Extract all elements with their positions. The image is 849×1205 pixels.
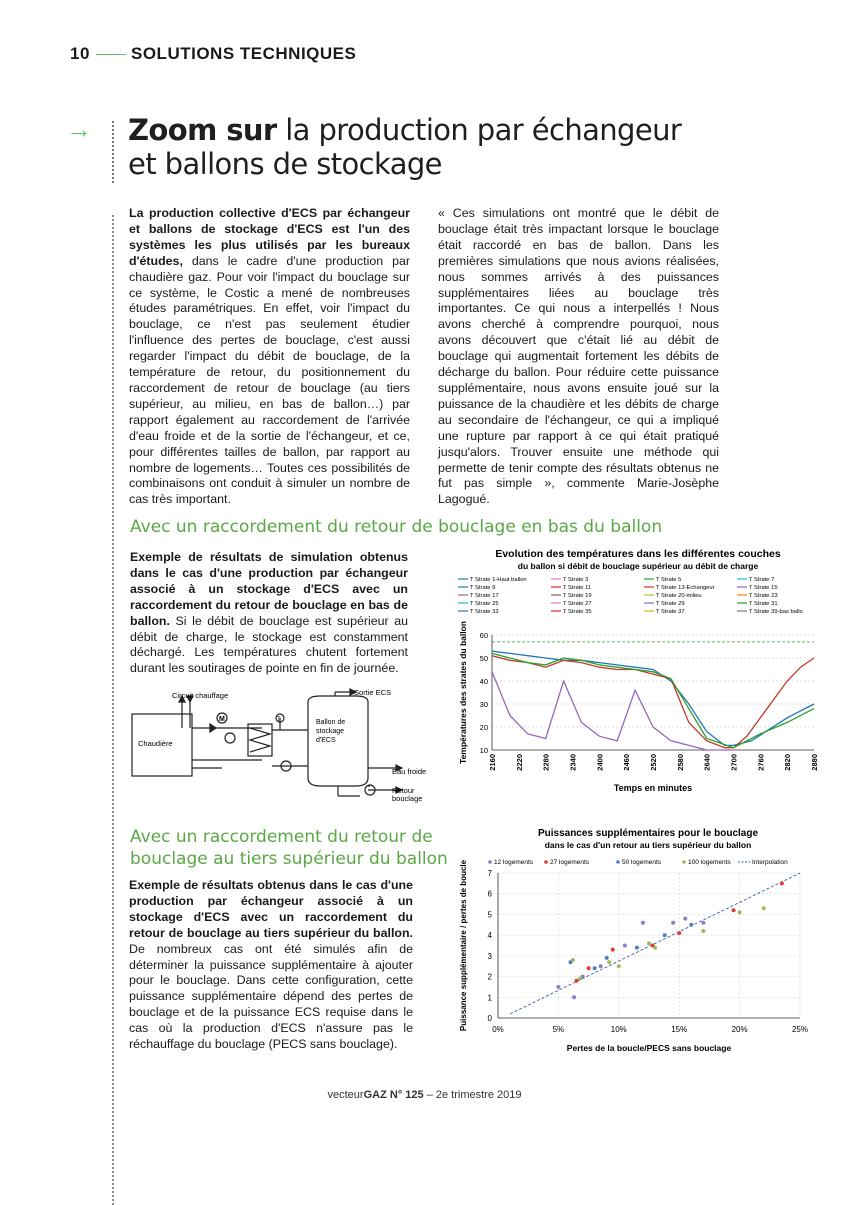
- quote-paragraph: « Ces simulations ont montré que le débit de bouclage était très impactant lorsque le bouclage était raccordé en bas de ballon. Dans les premières simulations que nous avions réalisées, nous sommes arrivés à des puissances supplémentaires liées au bouclage très importantes. Ce qui nous a interpellés ! Nous avons cherché à comprendre pourquoi, nous avons découvert que c'était lié au débit de bouclage qui augmentait fortement les débits de décharge du ballon. Pour réduire cette puissance supplémentaire, nous avons ensuite joué sur la puissance de la chaudière et les débits de charge au secondaire de l'échangeur, ce qui a impliqué une rupture par rapport à ce qui était pratiqué jusqu'alors. Trouver ensuite une méthode qui permette de tenir compte des résultats obtenus ne fut pas simple », commente Marie-Josèphe Lagogué.: [438, 206, 719, 507]
- chart2-point: [677, 931, 681, 935]
- power-scatter-chart: [452, 825, 824, 1065]
- label-eau-froide: Eau froide: [392, 767, 427, 776]
- chart2-interpolation-line: [510, 873, 800, 1014]
- intro-text: dans le cadre d'une production par chaudière gaz. Pour voir l'impact du bouclage sur ce système, le Costic a mené de nombreuses études paramétriques. En effet, voir l'impact du bouclage, ce n'est pas seulement étudier l'influence des pertes de bouclage, c'est aussi regarder l'impact du débit de bouclage, de la température de retour, du positionnement du raccordement de retour de bouclage (au tiers supérieur, au milieu, en bas de ballon…) par rapport également au raccordement de l'arrivée d'eau froide et de la sortie de l'échangeur, et ce, pour différentes tailles de ballon, par rapport au nombre de logements… Toutes ces possibilités de combinaisons ont conduit à simuler un nombre de cas très important.: [129, 253, 410, 507]
- chart2-subtitle: dans le cas d'un retour au tiers supérieur du ballon: [544, 840, 752, 850]
- chart1-legend-label: T Strate 13-Echangeur: [656, 585, 715, 591]
- intro-paragraph: [129, 206, 410, 508]
- article-title: [128, 113, 688, 181]
- chart1-legend-label: T Strate 9: [470, 585, 496, 591]
- chart1-xtick: 2880: [810, 754, 819, 771]
- chart1-xtick: 2520: [649, 754, 658, 771]
- label-sortie: Sortie ECS: [354, 688, 392, 697]
- column-divider: [112, 215, 114, 1205]
- chart2-point: [689, 923, 693, 927]
- chart2-point: [701, 921, 705, 925]
- chart2-xtick: 5%: [552, 1025, 565, 1034]
- chart2-point: [617, 964, 621, 968]
- chart2-ytick: 3: [487, 951, 492, 961]
- chart2-point: [607, 960, 611, 964]
- chart2-point: [572, 995, 576, 999]
- chart2-xtick: 20%: [731, 1025, 748, 1034]
- label-ballon-3: d'ECS: [316, 737, 336, 744]
- chart2-ytick: 7: [487, 869, 492, 878]
- chart1-legend-label: T Strate 7: [749, 577, 775, 583]
- chart2-point: [635, 946, 639, 950]
- chart1-ytick: 60: [479, 631, 488, 640]
- label-circuit: Circuit chauffage: [172, 691, 229, 700]
- chart2-point: [663, 933, 667, 937]
- label-ballon-1: Ballon de: [316, 719, 346, 726]
- footer-brand-a: vecteur: [327, 1089, 364, 1101]
- label-retour-1: Retour: [392, 786, 415, 795]
- chart2-point: [578, 977, 582, 981]
- chart2-point: [587, 966, 591, 970]
- chart2-legend-label: 50 logements: [622, 859, 662, 866]
- chart2-point: [762, 906, 766, 910]
- chart2-ytick: 0: [487, 1014, 492, 1023]
- section2-heading-l2: bouclage au tiers supérieur du ballon: [130, 849, 448, 869]
- chart1-ytick: 50: [479, 654, 488, 663]
- system-diagram: [130, 688, 430, 803]
- page-number: 10: [70, 44, 90, 63]
- header-rule: [96, 54, 126, 55]
- chart1-legend-label: T Strate 27: [563, 601, 592, 607]
- footer-brand-b: GAZ: [363, 1089, 387, 1101]
- chart1-xtick: 2820: [783, 754, 793, 771]
- chart1-xtick: 2400: [595, 754, 605, 771]
- chart2-legend-label: 12 logements: [494, 859, 534, 866]
- section1-heading: Avec un raccordement du retour de bouclage en bas du ballon: [130, 517, 663, 537]
- chart2-ylabel: Puissance supplémentaire / pertes de boucle: [459, 859, 468, 1032]
- chart2-ytick: 2: [487, 972, 492, 982]
- chart1-ytick: 20: [479, 723, 488, 732]
- chart2-legend-marker: [616, 860, 620, 864]
- chart1-legend-label: T Strate 11: [563, 585, 592, 591]
- chart2-xtick: 0%: [492, 1025, 504, 1034]
- label-ballon-2: stockage: [316, 728, 345, 735]
- chart2-legend-label: 100 logements: [688, 859, 731, 866]
- title-divider: [112, 121, 114, 183]
- chart1-xtick: 2220: [514, 754, 524, 771]
- chart2-xtick: 10%: [610, 1025, 627, 1034]
- chart2-ytick: 4: [487, 931, 492, 941]
- chart2-ytick: 1: [487, 993, 492, 1003]
- chart1-series-line: [492, 653, 814, 747]
- arrow-icon: →: [66, 114, 92, 144]
- section2-lead: Exemple de résultats obtenus dans le cas d'une production par échangeur associé à un stockage d'ECS avec un raccordement du retour de bouclage au tiers supérieur du ballon.: [129, 878, 413, 940]
- chart2-point: [611, 948, 615, 952]
- chart2-point: [780, 881, 784, 885]
- intro-lead: La production collective d'ECS par échangeur et ballons de stockage d'ECS est l'un des systèmes les plus utilisés par les bureaux d'études,: [129, 206, 410, 268]
- chart1-legend-label: T Strate 35: [563, 609, 592, 615]
- chart2-legend-marker: [488, 860, 492, 864]
- chart2-point: [732, 908, 736, 912]
- chart1-subtitle: du ballon si débit de bouclage supérieur au débit de charge: [517, 561, 759, 571]
- section1-lead: Exemple de résultats de simulation obtenus dans le cas d'une production par échangeur associé à un stockage d'ECS avec un raccordement du retour de bouclage en bas de ballon.: [130, 550, 408, 628]
- chart2-xtick: 15%: [671, 1025, 688, 1034]
- chart2-legend-marker: [682, 860, 686, 864]
- chart2-title: Puissances supplémentaires pour le bouclage: [537, 828, 759, 839]
- section2-text: De nombreux cas ont été simulés afin de déterminer la puissance supplémentaire à ajouter pour le bouclage. Dans cette configuration, cette puissance supplémentaire dépend des pertes de bouclage et de la puissance ECS requise dans le cas où la production d'ECS n'assure pas le réchauffage du bouclage (PECS sans bouclage).: [129, 941, 413, 1052]
- chart1-ytick: 30: [479, 700, 488, 709]
- chart2-legend-label: 27 logements: [550, 859, 590, 866]
- chart2-point: [575, 979, 579, 983]
- label-m: M: [219, 716, 225, 723]
- title-bold: Zoom sur: [128, 113, 277, 147]
- chart2-legend-label: Interpolation: [752, 859, 788, 866]
- chart1-legend-label: T Strate 20-milieu: [656, 593, 702, 599]
- label-chaudiere: Chaudière: [138, 739, 173, 748]
- section1-paragraph: [130, 550, 408, 677]
- chart1-xtick: 2700: [729, 754, 739, 771]
- chart1-xtick: 2460: [622, 754, 632, 771]
- chart1-ytick: 10: [479, 746, 488, 755]
- chart1-series-line: [492, 672, 734, 750]
- chart1-xtick: 2340: [568, 754, 578, 771]
- pump-1: [225, 733, 235, 743]
- chart1-legend-label: T Strate 23: [749, 593, 778, 599]
- chart1-ylabel: Températures des strates du ballon: [458, 621, 468, 764]
- temperature-chart: [452, 545, 824, 795]
- section2-heading-l1: Avec un raccordement du retour de: [130, 827, 433, 847]
- chart1-legend-label: T Strate 37: [656, 609, 685, 615]
- title-rest: la production par échangeur: [276, 113, 682, 147]
- chart2-point: [683, 917, 687, 921]
- chart2-point: [605, 956, 609, 960]
- chart1-legend-label: T Strate 5: [656, 577, 682, 583]
- chart1-legend-label: T Strate 3: [563, 577, 589, 583]
- chart1-legend-label: T Strate 15: [749, 585, 778, 591]
- label-t: T: [277, 717, 281, 723]
- chart1-title: Evolution des températures dans les différentes couches: [495, 548, 781, 560]
- chart1-legend-label: T Strate 39-bas ballo: [749, 609, 803, 615]
- chart1-legend-label: T Strate 31: [749, 601, 778, 607]
- chart2-ytick: 6: [487, 889, 492, 899]
- chart2-legend-marker: [544, 860, 548, 864]
- section2-heading: [130, 826, 450, 870]
- chart1-xtick: 2280: [541, 754, 551, 771]
- chart1-xtick: 2160: [488, 754, 497, 771]
- chart2-xlabel: Pertes de la boucle/PECS sans bouclage: [566, 1043, 732, 1053]
- label-retour-2: bouclage: [392, 794, 423, 803]
- footer-period: – 2e trimestre 2019: [423, 1089, 522, 1101]
- chart1-ytick: 40: [479, 677, 488, 686]
- chart1-xtick: 2760: [756, 754, 766, 771]
- title-line2: et ballons de stockage: [128, 147, 442, 181]
- chart2-point: [738, 910, 742, 914]
- chart1-legend-label: T Strate 29: [656, 601, 685, 607]
- chart2-ytick: 5: [487, 910, 492, 920]
- chart1-xtick: 2580: [675, 754, 685, 771]
- chart2-point: [593, 966, 597, 970]
- chart1-legend-label: T Strate 17: [470, 593, 499, 599]
- footer-issue: N° 125: [389, 1089, 424, 1101]
- chart2-point: [571, 958, 575, 962]
- chart1-legend-label: T Strate 25: [470, 601, 499, 607]
- chart2-point: [623, 944, 627, 948]
- chart1-xtick: 2640: [702, 754, 712, 771]
- chart1-legend-label: T Strate 1-Haut ballon: [470, 577, 527, 583]
- chart2-point: [641, 921, 645, 925]
- section1-text: Si le débit de bouclage est supérieur au débit de charge, le stockage est constamment déchargé. Les températures chutent fortement durant les soutirages de pointe en fin de journée.: [130, 613, 408, 676]
- chart2-xtick: 25%: [791, 1025, 809, 1034]
- footer: [0, 1089, 849, 1101]
- chart1-legend-label: T Strate 33: [470, 609, 499, 615]
- section2-paragraph: [129, 878, 413, 1053]
- chart1-xlabel: Temps en minutes: [613, 783, 693, 793]
- chart2-point: [671, 921, 675, 925]
- chart1-legend-label: T Strate 19: [563, 593, 592, 599]
- chart2-point: [647, 941, 651, 945]
- chart2-point: [653, 946, 657, 950]
- section-title: SOLUTIONS TECHNIQUES: [131, 44, 357, 63]
- chart2-point: [599, 964, 603, 968]
- chart2-point: [701, 929, 705, 933]
- chart2-point: [556, 985, 560, 989]
